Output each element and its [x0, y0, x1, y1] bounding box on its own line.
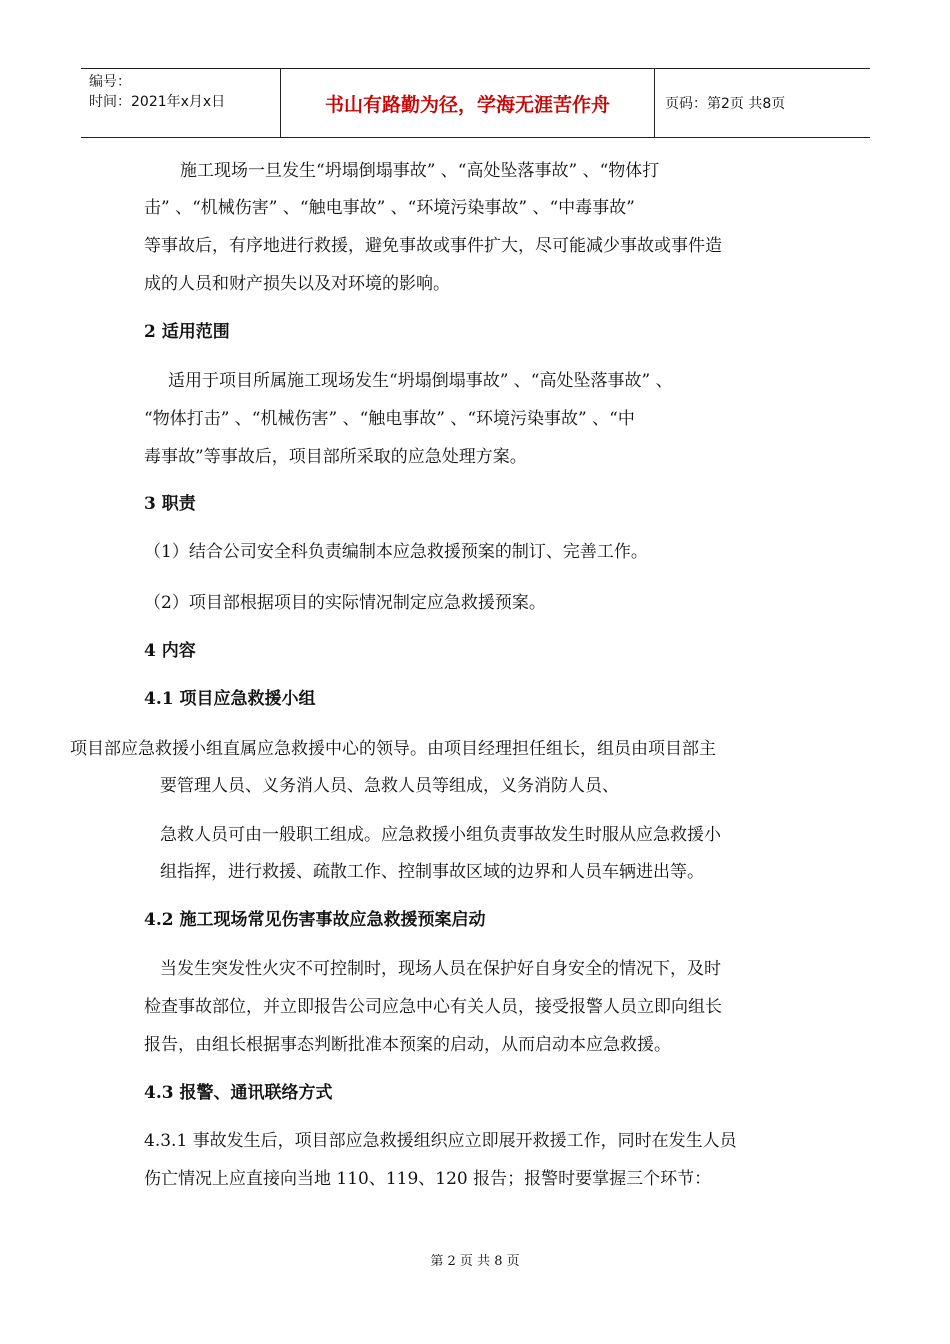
paragraph-line: 要管理人员、义务消人员、急救人员等组成，义务消防人员、	[160, 776, 619, 796]
duty-item: （1）结合公司安全科负责编制本应急救援预案的制订、完善工作。	[144, 542, 648, 562]
paragraph-line: 击” 、“机械伤害” 、“触电事故” 、“环境污染事故” 、“中毒事故”	[144, 198, 635, 218]
paragraph-line: 组指挥，进行救援、疏散工作、控制事故区域的边界和人员车辆进出等。	[160, 862, 704, 882]
paragraph-line: 适用于项目所属施工现场发生“坍塌倒塌事故” 、“高处坠落事故” 、	[168, 371, 673, 391]
paragraph-line: 成的人员和财产损失以及对环境的影响。	[144, 274, 450, 294]
section-heading: 2 适用范围	[144, 322, 230, 342]
paragraph-line: 报告，由组长根据事态判断批准本预案的启动，从而启动本应急救援。	[144, 1035, 671, 1055]
header-meta	[81, 69, 281, 137]
paragraph-line: 施工现场一旦发生“坍塌倒塌事故” 、“高处坠落事故” 、“物体打	[180, 161, 660, 181]
page-footer: 第 2 页 共 8 页	[430, 1254, 520, 1269]
paragraph-line: 4.3.1 事故发生后，项目部应急救援组织应立即展开救援工作，同时在发生人员	[144, 1131, 737, 1151]
paragraph-line: 等事故后，有序地进行救援，避免事故或事件扩大，尽可能减少事故或事件造	[144, 236, 722, 256]
page-header	[81, 68, 870, 138]
paragraph-line: 检查事故部位，并立即报告公司应急中心有关人员，接受报警人员立即向组长	[144, 997, 722, 1017]
subsection-heading: 4.2 施工现场常见伤害事故应急救援预案启动	[144, 910, 486, 930]
paragraph-line: 伤亡情况上应直接向当地 110、119、120 报告；报警时要掌握三个环节：	[144, 1169, 712, 1189]
paragraph-line: 当发生突发性火灾不可控制时，现场人员在保护好自身安全的情况下，及时	[160, 959, 721, 979]
header-motto: 书山有路勤为径，学海无涯苦作舟	[281, 69, 655, 137]
section-heading: 4 内容	[144, 641, 196, 661]
paragraph-line: “物体打击” 、“机械伤害” 、“触电事故” 、“环境污染事故” 、“中	[144, 409, 635, 429]
duty-item: （2）项目部根据项目的实际情况制定应急救援预案。	[144, 593, 546, 613]
paragraph-line: 毒事故”等事故后，项目部所采取的应急处理方案。	[144, 447, 527, 467]
paragraph-line: 项目部应急救援小组直属应急救援中心的领导。由项目经理担任组长，组员由项目部主	[70, 739, 716, 759]
document-date: 时间：2021年x月x日	[89, 94, 226, 110]
paragraph-line: 急救人员可由一般职工组成。应急救援小组负责事故发生时服从应急救援小	[160, 825, 721, 845]
header-page-info: 页码：第2页 共8页	[665, 96, 786, 112]
document-number-label: 编号：	[89, 74, 131, 90]
subsection-heading: 4.3 报警、通讯联络方式	[144, 1083, 333, 1103]
subsection-heading: 4.1 项目应急救援小组	[144, 689, 316, 709]
section-heading: 3 职责	[144, 494, 196, 514]
